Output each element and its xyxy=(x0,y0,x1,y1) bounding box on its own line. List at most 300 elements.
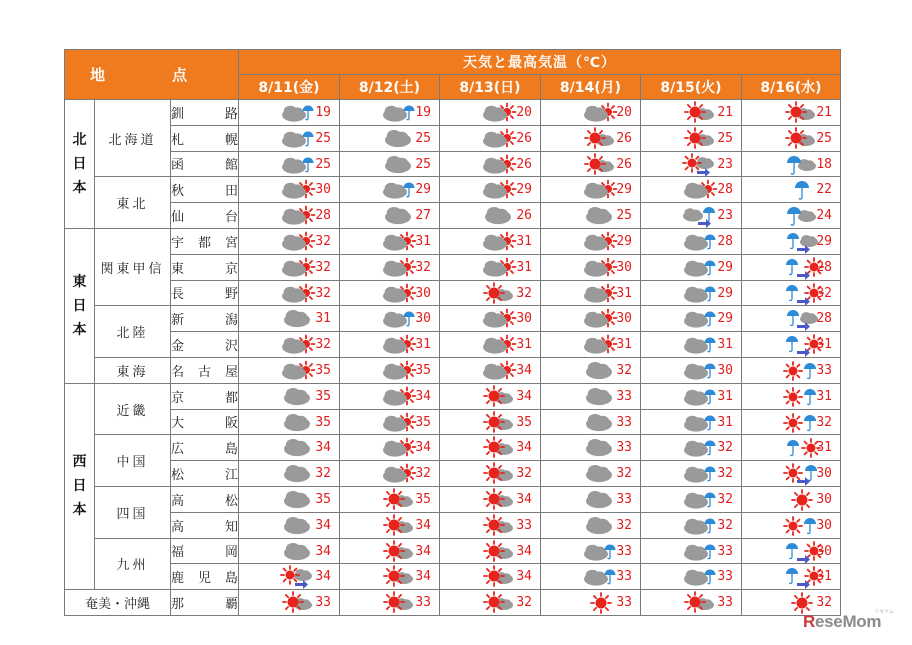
forecast-cell xyxy=(239,486,340,512)
forecast-cell-content xyxy=(239,126,339,151)
forecast-cell-content xyxy=(440,384,540,409)
forecast-cell xyxy=(641,435,742,461)
max-temp: 34 xyxy=(516,388,532,404)
city-label: 松江 xyxy=(171,461,239,487)
forecast-cell xyxy=(340,177,440,203)
forecast-cell-content xyxy=(239,306,339,331)
forecast-cell xyxy=(541,538,641,564)
forecast-cell-content xyxy=(541,126,640,151)
date-header: 8/11(金) xyxy=(239,75,340,100)
forecast-cell xyxy=(440,590,541,616)
forecast-cell xyxy=(742,254,841,280)
forecast-cell-content xyxy=(440,410,540,435)
forecast-cell-content xyxy=(440,281,540,306)
forecast-cell xyxy=(742,357,841,383)
max-temp: 33 xyxy=(315,595,331,611)
table-row xyxy=(65,177,841,203)
forecast-cell xyxy=(742,461,841,487)
max-temp: 31 xyxy=(415,337,431,353)
max-temp: 31 xyxy=(516,233,532,249)
max-temp: 26 xyxy=(616,156,632,172)
forecast-cell xyxy=(641,228,742,254)
forecast-cell-content xyxy=(239,513,339,538)
city-label: 高松 xyxy=(171,486,239,512)
forecast-cell xyxy=(541,486,641,512)
forecast-cell-content xyxy=(541,513,640,538)
subregion-label: 中国 xyxy=(95,435,171,487)
table-row xyxy=(65,100,841,126)
forecast-cell-content xyxy=(440,229,540,254)
forecast-cell-content xyxy=(541,229,640,254)
forecast-cell-content xyxy=(239,435,339,460)
forecast-cell-content xyxy=(440,564,540,589)
max-temp: 32 xyxy=(616,517,632,533)
forecast-cell-content xyxy=(340,461,439,486)
max-temp: 32 xyxy=(315,337,331,353)
forecast-cell-content xyxy=(641,203,741,228)
forecast-cell-content xyxy=(440,461,540,486)
max-temp: 25 xyxy=(315,130,331,146)
max-temp: 33 xyxy=(616,569,632,585)
max-temp: 29 xyxy=(415,182,431,198)
max-temp: 18 xyxy=(816,156,832,172)
forecast-cell xyxy=(742,409,841,435)
forecast-cell-content xyxy=(641,255,741,280)
table-row xyxy=(65,151,841,177)
max-temp: 32 xyxy=(516,595,532,611)
date-header: 8/12(土) xyxy=(340,75,440,100)
forecast-cell-content xyxy=(641,177,741,202)
forecast-cell xyxy=(340,435,440,461)
table-row xyxy=(65,228,841,254)
forecast-cell xyxy=(239,280,340,306)
table-row xyxy=(65,564,841,590)
max-temp: 32 xyxy=(415,466,431,482)
max-temp: 35 xyxy=(315,388,331,404)
max-temp: 32 xyxy=(816,414,832,430)
forecast-cell-content xyxy=(641,487,741,512)
date-header: 8/15(火) xyxy=(641,75,742,100)
table-row xyxy=(65,383,841,409)
max-temp: 31 xyxy=(516,259,532,275)
forecast-cell-content xyxy=(541,100,640,125)
forecast-cell-content xyxy=(541,590,640,615)
forecast-cell xyxy=(440,280,541,306)
city-label: 金沢 xyxy=(171,332,239,358)
forecast-cell xyxy=(340,538,440,564)
forecast-cell xyxy=(440,564,541,590)
max-temp: 30 xyxy=(616,259,632,275)
forecast-cell xyxy=(440,409,541,435)
forecast-cell xyxy=(340,228,440,254)
max-temp: 29 xyxy=(516,182,532,198)
max-temp: 30 xyxy=(315,182,331,198)
forecast-cell xyxy=(440,100,541,126)
forecast-cell-content xyxy=(742,410,840,435)
forecast-cell-content xyxy=(440,539,540,564)
forecast-cell xyxy=(340,254,440,280)
max-temp: 34 xyxy=(315,543,331,559)
max-temp: 35 xyxy=(415,362,431,378)
max-temp: 32 xyxy=(315,466,331,482)
table-row xyxy=(65,538,841,564)
forecast-cell-content xyxy=(742,358,840,383)
max-temp: 23 xyxy=(717,208,733,224)
forecast-cell-content xyxy=(742,306,840,331)
forecast-cell xyxy=(440,177,541,203)
forecast-cell-content xyxy=(239,564,339,589)
forecast-cell xyxy=(541,228,641,254)
max-temp: 20 xyxy=(516,105,532,120)
forecast-cell-content xyxy=(239,229,339,254)
forecast-cell xyxy=(340,203,440,229)
location-header: 地 点 xyxy=(65,50,239,100)
forecast-cell xyxy=(440,538,541,564)
max-temp: 30 xyxy=(415,311,431,327)
city-label: 釧路 xyxy=(171,100,239,126)
max-temp: 29 xyxy=(816,233,832,249)
forecast-cell xyxy=(541,151,641,177)
forecast-cell-content xyxy=(440,152,540,177)
max-temp: 32 xyxy=(717,517,733,533)
forecast-cell xyxy=(340,151,440,177)
max-temp: 34 xyxy=(315,517,331,533)
forecast-cell xyxy=(440,306,541,332)
max-temp: 35 xyxy=(315,414,331,430)
forecast-cell xyxy=(541,435,641,461)
region-char: 東 xyxy=(72,273,87,290)
max-temp: 22 xyxy=(816,182,832,198)
max-temp: 33 xyxy=(616,440,632,456)
region-char: 本 xyxy=(72,179,87,196)
max-temp: 35 xyxy=(415,414,431,430)
max-temp: 30 xyxy=(816,466,832,482)
max-temp: 24 xyxy=(816,208,832,224)
table-row xyxy=(65,409,841,435)
forecast-cell xyxy=(541,125,641,151)
max-temp: 25 xyxy=(315,156,331,172)
forecast-cell-content xyxy=(440,126,540,151)
forecast-cell xyxy=(440,435,541,461)
forecast-cell-content xyxy=(239,461,339,486)
forecast-cell xyxy=(340,280,440,306)
max-temp: 29 xyxy=(717,259,733,275)
max-temp: 32 xyxy=(315,259,331,275)
forecast-cell-content xyxy=(239,384,339,409)
forecast-cell xyxy=(440,228,541,254)
max-temp: 31 xyxy=(717,388,733,404)
forecast-cell xyxy=(541,254,641,280)
forecast-cell-content xyxy=(340,564,439,589)
forecast-cell-content xyxy=(340,358,439,383)
forecast-cell-content xyxy=(541,358,640,383)
max-temp: 32 xyxy=(816,285,832,301)
forecast-cell xyxy=(340,461,440,487)
max-temp: 32 xyxy=(315,285,331,301)
city-label: 札幌 xyxy=(171,125,239,151)
forecast-cell-content xyxy=(742,435,840,460)
forecast-cell-content xyxy=(340,306,439,331)
subregion-label: 近畿 xyxy=(95,383,171,435)
forecast-cell xyxy=(541,357,641,383)
table-row xyxy=(65,486,841,512)
forecast-cell xyxy=(239,590,340,616)
forecast-cell-content xyxy=(641,461,741,486)
resemom-logo: ReseMom xyxy=(803,612,882,631)
max-temp: 34 xyxy=(516,362,532,378)
forecast-cell xyxy=(340,125,440,151)
forecast-cell xyxy=(641,461,742,487)
forecast-cell-content xyxy=(541,255,640,280)
max-temp: 31 xyxy=(816,388,832,404)
city-label: 那覇 xyxy=(171,590,239,616)
forecast-cell xyxy=(440,125,541,151)
forecast-cell-content xyxy=(340,100,439,125)
max-temp: 33 xyxy=(816,362,832,378)
forecast-cell xyxy=(742,177,841,203)
forecast-cell-content xyxy=(239,539,339,564)
forecast-cell xyxy=(742,383,841,409)
city-label: 函館 xyxy=(171,151,239,177)
max-temp: 33 xyxy=(717,543,733,559)
max-temp: 32 xyxy=(717,491,733,507)
forecast-cell-content xyxy=(742,100,840,125)
forecast-cell xyxy=(239,435,340,461)
forecast-cell-content xyxy=(239,590,339,615)
forecast-cell xyxy=(742,125,841,151)
forecast-cell-content xyxy=(641,332,741,357)
city-label: 高知 xyxy=(171,512,239,538)
max-temp: 32 xyxy=(415,259,431,275)
forecast-cell xyxy=(541,512,641,538)
forecast-cell-content xyxy=(340,332,439,357)
max-temp: 27 xyxy=(415,208,431,224)
city-label: 新潟 xyxy=(171,306,239,332)
forecast-cell xyxy=(541,306,641,332)
max-temp: 30 xyxy=(516,311,532,327)
forecast-cell xyxy=(340,332,440,358)
forecast-cell-content xyxy=(340,513,439,538)
forecast-cell xyxy=(340,383,440,409)
region-char: 日 xyxy=(72,478,87,495)
max-temp: 29 xyxy=(717,311,733,327)
forecast-cell-content xyxy=(440,203,540,228)
max-temp: 31 xyxy=(415,233,431,249)
forecast-cell-content xyxy=(742,177,840,202)
forecast-cell-content xyxy=(541,177,640,202)
forecast-cell xyxy=(239,203,340,229)
max-temp: 31 xyxy=(717,337,733,353)
max-temp: 30 xyxy=(717,362,733,378)
forecast-cell-content xyxy=(340,229,439,254)
forecast-cell-content xyxy=(340,255,439,280)
table-row xyxy=(65,254,841,280)
forecast-cell xyxy=(742,538,841,564)
forecast-cell xyxy=(641,538,742,564)
city-label: 長野 xyxy=(171,280,239,306)
forecast-cell xyxy=(440,383,541,409)
max-temp: 33 xyxy=(717,595,733,611)
forecast-cell xyxy=(742,203,841,229)
forecast-cell-content xyxy=(541,384,640,409)
max-temp: 26 xyxy=(516,156,532,172)
forecast-cell-content xyxy=(541,306,640,331)
forecast-cell xyxy=(239,409,340,435)
forecast-cell xyxy=(440,254,541,280)
forecast-cell-content xyxy=(742,539,840,564)
table-row xyxy=(65,280,841,306)
forecast-cell xyxy=(340,409,440,435)
region-label xyxy=(65,228,95,383)
max-temp: 30 xyxy=(415,285,431,301)
table-row xyxy=(65,357,841,383)
region-label xyxy=(65,100,95,229)
forecast-cell-content xyxy=(239,177,339,202)
max-temp: 34 xyxy=(415,440,431,456)
max-temp: 23 xyxy=(717,156,733,172)
forecast-cell-content xyxy=(239,255,339,280)
forecast-cell xyxy=(541,461,641,487)
max-temp: 33 xyxy=(616,595,632,611)
forecast-cell-content xyxy=(340,281,439,306)
forecast-cell xyxy=(742,151,841,177)
max-temp: 30 xyxy=(816,517,832,533)
max-temp: 20 xyxy=(616,105,632,120)
forecast-cell-content xyxy=(742,152,840,177)
forecast-cell xyxy=(742,564,841,590)
forecast-cell xyxy=(340,564,440,590)
max-temp: 33 xyxy=(717,569,733,585)
max-temp: 34 xyxy=(516,569,532,585)
forecast-cell-content xyxy=(440,255,540,280)
max-temp: 25 xyxy=(415,156,431,172)
max-temp: 30 xyxy=(816,491,832,507)
forecast-cell-content xyxy=(641,435,741,460)
table-row xyxy=(65,512,841,538)
forecast-cell-content xyxy=(641,590,741,615)
max-temp: 33 xyxy=(415,595,431,611)
max-temp: 32 xyxy=(315,233,331,249)
region-char: 日 xyxy=(72,297,87,314)
forecast-cell xyxy=(340,590,440,616)
subregion-label: 東北 xyxy=(95,177,171,229)
forecast-cell-content xyxy=(541,564,640,589)
forecast-cell xyxy=(440,512,541,538)
forecast-cell xyxy=(541,590,641,616)
region-char: 西 xyxy=(72,454,87,471)
forecast-cell-content xyxy=(641,513,741,538)
max-temp: 32 xyxy=(717,466,733,482)
forecast-cell-content xyxy=(440,590,540,615)
max-temp: 32 xyxy=(616,466,632,482)
forecast-table xyxy=(64,49,841,616)
forecast-cell xyxy=(641,383,742,409)
forecast-cell xyxy=(440,203,541,229)
max-temp: 32 xyxy=(717,440,733,456)
table-row xyxy=(65,203,841,229)
forecast-cell-content xyxy=(641,564,741,589)
forecast-cell xyxy=(641,486,742,512)
forecast-cell-content xyxy=(239,100,339,125)
forecast-cell-content xyxy=(440,435,540,460)
forecast-cell-content xyxy=(340,539,439,564)
forecast-cell-content xyxy=(440,358,540,383)
forecast-cell xyxy=(239,177,340,203)
forecast-cell xyxy=(641,100,742,126)
forecast-cell-content xyxy=(541,539,640,564)
forecast-cell-content xyxy=(239,332,339,357)
max-temp: 32 xyxy=(816,595,832,611)
subregion-label: 北陸 xyxy=(95,306,171,358)
max-temp: 35 xyxy=(315,362,331,378)
max-temp: 26 xyxy=(616,130,632,146)
forecast-cell xyxy=(641,306,742,332)
forecast-cell-content xyxy=(440,177,540,202)
max-temp: 28 xyxy=(717,182,733,198)
max-temp: 31 xyxy=(816,440,832,456)
forecast-cell xyxy=(641,332,742,358)
forecast-cell-content xyxy=(340,590,439,615)
region-label: 奄美・沖縄 xyxy=(65,590,171,616)
max-temp: 35 xyxy=(516,414,532,430)
max-temp: 21 xyxy=(816,105,832,120)
max-temp: 28 xyxy=(816,259,832,275)
forecast-cell-content xyxy=(440,513,540,538)
city-label: 鹿児島 xyxy=(171,564,239,590)
max-temp: 31 xyxy=(516,337,532,353)
max-temp: 25 xyxy=(717,130,733,146)
forecast-cell-content xyxy=(742,384,840,409)
max-temp: 28 xyxy=(816,311,832,327)
forecast-cell xyxy=(440,357,541,383)
forecast-cell xyxy=(742,306,841,332)
forecast-cell xyxy=(742,100,841,126)
forecast-cell-content xyxy=(742,487,840,512)
forecast-cell xyxy=(641,512,742,538)
subregion-label: 九州 xyxy=(95,538,171,590)
forecast-cell xyxy=(541,564,641,590)
region-char: 北 xyxy=(72,131,87,148)
forecast-cell xyxy=(239,538,340,564)
city-label: 東京 xyxy=(171,254,239,280)
max-temp: 31 xyxy=(816,569,832,585)
forecast-cell-content xyxy=(742,332,840,357)
forecast-cell-content xyxy=(340,384,439,409)
forecast-cell xyxy=(742,486,841,512)
city-label: 京都 xyxy=(171,383,239,409)
max-temp: 34 xyxy=(415,388,431,404)
forecast-cell-content xyxy=(742,126,840,151)
max-temp: 34 xyxy=(516,440,532,456)
forecast-cell xyxy=(239,151,340,177)
forecast-cell-content xyxy=(641,229,741,254)
forecast-cell-content xyxy=(340,410,439,435)
forecast-cell xyxy=(239,100,340,126)
max-temp: 30 xyxy=(816,543,832,559)
table-row xyxy=(65,332,841,358)
max-temp: 29 xyxy=(616,233,632,249)
table-row xyxy=(65,590,841,616)
forecast-cell-content xyxy=(340,126,439,151)
subregion-label: 四国 xyxy=(95,486,171,538)
subregion-label: 北海道 xyxy=(95,100,171,177)
date-header: 8/14(月) xyxy=(541,75,641,100)
max-temp: 25 xyxy=(816,130,832,146)
forecast-cell-content xyxy=(742,513,840,538)
forecast-cell-content xyxy=(742,461,840,486)
forecast-cell-content xyxy=(541,435,640,460)
forecast-cell xyxy=(641,203,742,229)
